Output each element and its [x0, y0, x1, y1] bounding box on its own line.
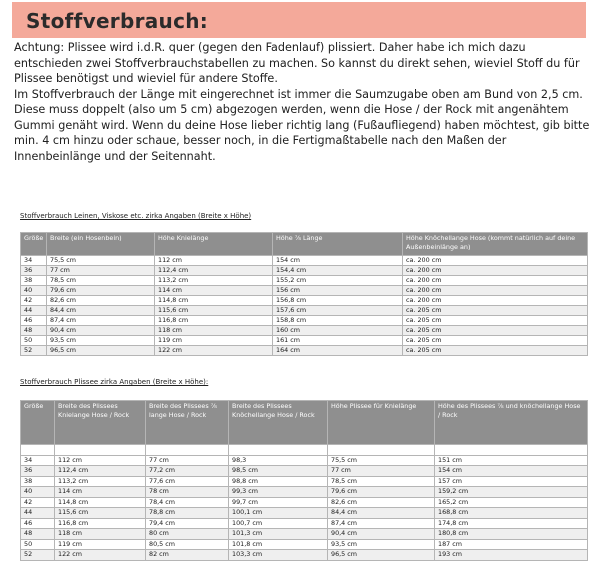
page-title: Stoffverbrauch: — [26, 9, 209, 33]
table-cell: 90,4 cm — [328, 529, 435, 540]
table-row — [21, 497, 588, 508]
table-cell: 77,2 cm — [146, 466, 229, 477]
table1-header-row — [21, 233, 588, 256]
table-spacer-row — [21, 445, 588, 456]
table-row — [21, 266, 588, 276]
table2-caption: Stoffverbrauch Plissee zirka Angaben (Breite x Höhe): — [20, 378, 209, 386]
table-cell: 77,6 cm — [146, 476, 229, 487]
table1-caption: Stoffverbrauch Leinen, Viskose etc. zirka Angaben (Breite x Höhe) — [20, 212, 252, 220]
intro-text — [14, 40, 590, 164]
spacer-cell — [55, 445, 146, 456]
table2-header-width-knee: Breite des Plissees Knielange Hose / Rock — [55, 401, 146, 445]
table-cell: 52 — [21, 346, 47, 356]
table1-header-knee: Höhe Knielänge — [155, 233, 273, 256]
table-cell: 38 — [21, 476, 55, 487]
table-cell: 119 cm — [155, 336, 273, 346]
table-cell: 180,8 cm — [435, 529, 588, 540]
spacer-cell — [229, 445, 328, 456]
table-cell: 119 cm — [55, 539, 146, 550]
table-cell: 78,5 cm — [328, 476, 435, 487]
table-row — [21, 256, 588, 266]
table-cell: 98,8 cm — [229, 476, 328, 487]
table-cell: 77 cm — [146, 455, 229, 466]
table1-header-ankle: Höhe Knöchellange Hose (kommt natürlich auf deine Außenbeinlänge an) — [403, 233, 588, 256]
table-cell: 113,2 cm — [155, 276, 273, 286]
table-cell: 75,5 cm — [47, 256, 155, 266]
table-cell: ca. 205 cm — [403, 306, 588, 316]
spacer-cell — [146, 445, 229, 456]
table-cell: 187 cm — [435, 539, 588, 550]
table2-header-width-seven-eighths: Breite des Plissees ⅞ lange Hose / Rock — [146, 401, 229, 445]
table-cell: 159,2 cm — [435, 487, 588, 498]
table-cell: 36 — [21, 266, 47, 276]
table-cell: 101,3 cm — [229, 529, 328, 540]
table1-body — [21, 256, 588, 356]
table-cell: 93,5 cm — [328, 539, 435, 550]
table-cell: 174,8 cm — [435, 518, 588, 529]
table-cell: 193 cm — [435, 550, 588, 561]
table-cell: 165,2 cm — [435, 497, 588, 508]
table-cell: 50 — [21, 336, 47, 346]
spacer-cell — [21, 445, 55, 456]
table-cell: 122 cm — [155, 346, 273, 356]
table-cell: 46 — [21, 518, 55, 529]
fabric-table-linen — [20, 232, 588, 356]
table-cell: 84,4 cm — [328, 508, 435, 519]
table-cell: 115,6 cm — [155, 306, 273, 316]
table-cell: 82 cm — [146, 550, 229, 561]
table-cell: 151 cm — [435, 455, 588, 466]
table-cell: ca. 205 cm — [403, 316, 588, 326]
table-cell: 114 cm — [155, 286, 273, 296]
table-cell: 99,7 cm — [229, 497, 328, 508]
table-cell: 99,3 cm — [229, 487, 328, 498]
table-cell: ca. 205 cm — [403, 346, 588, 356]
table-row — [21, 346, 588, 356]
table-cell: 160 cm — [273, 326, 403, 336]
table-cell: 42 — [21, 497, 55, 508]
table2-header-row — [21, 401, 588, 445]
table-cell: 157,6 cm — [273, 306, 403, 316]
table-cell: 118 cm — [155, 326, 273, 336]
table-cell: 96,5 cm — [328, 550, 435, 561]
table-cell: 34 — [21, 256, 47, 266]
table-cell: ca. 205 cm — [403, 336, 588, 346]
table-cell: 78,8 cm — [146, 508, 229, 519]
table-row — [21, 476, 588, 487]
table-cell: 93,5 cm — [47, 336, 155, 346]
table-row — [21, 529, 588, 540]
table-cell: ca. 200 cm — [403, 286, 588, 296]
table-cell: 75,5 cm — [328, 455, 435, 466]
table-cell: 80,5 cm — [146, 539, 229, 550]
table1-header-width: Breite (ein Hosenbein) — [47, 233, 155, 256]
table-row — [21, 518, 588, 529]
table2-header-size: Größe — [21, 401, 55, 445]
table-cell: 84,4 cm — [47, 306, 155, 316]
table-row — [21, 466, 588, 477]
table-row — [21, 455, 588, 466]
table-row — [21, 316, 588, 326]
table-cell: 77 cm — [47, 266, 155, 276]
table-cell: 158,8 cm — [273, 316, 403, 326]
table-cell: 78 cm — [146, 487, 229, 498]
table-cell: 78,5 cm — [47, 276, 155, 286]
table-row — [21, 539, 588, 550]
table-cell: 154,4 cm — [273, 266, 403, 276]
table-cell: 154 cm — [273, 256, 403, 266]
table2-header-height-knee: Höhe Plissee für Knielänge — [328, 401, 435, 445]
table-cell: 122 cm — [55, 550, 146, 561]
table-cell: 42 — [21, 296, 47, 306]
table2-body — [21, 445, 588, 561]
table-cell: 112 cm — [55, 455, 146, 466]
table-cell: 156 cm — [273, 286, 403, 296]
table-cell: 40 — [21, 286, 47, 296]
table-row — [21, 487, 588, 498]
table-cell: 101,8 cm — [229, 539, 328, 550]
table-cell: 113,2 cm — [55, 476, 146, 487]
table-cell: 50 — [21, 539, 55, 550]
table-row — [21, 306, 588, 316]
table-row — [21, 276, 588, 286]
table-cell: 114 cm — [55, 487, 146, 498]
table-cell: 40 — [21, 487, 55, 498]
table-cell: 44 — [21, 306, 47, 316]
table-cell: 164 cm — [273, 346, 403, 356]
table-cell: 114,8 cm — [155, 296, 273, 306]
table-cell: 112,4 cm — [155, 266, 273, 276]
table-cell: ca. 200 cm — [403, 256, 588, 266]
table-cell: 38 — [21, 276, 47, 286]
table-cell: 114,8 cm — [55, 497, 146, 508]
table-cell: 168,8 cm — [435, 508, 588, 519]
table-cell: 77 cm — [328, 466, 435, 477]
table-cell: 103,3 cm — [229, 550, 328, 561]
table-cell: 82,6 cm — [47, 296, 155, 306]
table-cell: 116,8 cm — [155, 316, 273, 326]
table-cell: 44 — [21, 508, 55, 519]
table-cell: 155,2 cm — [273, 276, 403, 286]
table-cell: ca. 200 cm — [403, 296, 588, 306]
table-cell: 36 — [21, 466, 55, 477]
table-cell: 112 cm — [155, 256, 273, 266]
table-cell: 48 — [21, 326, 47, 336]
table-cell: 79,6 cm — [47, 286, 155, 296]
table-cell: 115,6 cm — [55, 508, 146, 519]
table2-header-width-ankle: Breite des Plissees Knöchellange Hose / Rock — [229, 401, 328, 445]
table-cell: 116,8 cm — [55, 518, 146, 529]
table-cell: 100,7 cm — [229, 518, 328, 529]
table-cell: 96,5 cm — [47, 346, 155, 356]
intro-paragraph-1: Achtung: Plissee wird i.d.R. quer (gegen den Fadenlauf) plissiert. Daher habe ich mich dazu entschieden zwei Stoffverbrauchstabellen zu machen. So kannst du direkt sehen, wieviel Stoff du für Plissee benötigst und wieviel für andere Stoffe. — [14, 41, 580, 85]
table-cell: 112,4 cm — [55, 466, 146, 477]
table-cell: 154 cm — [435, 466, 588, 477]
table-cell: 87,4 cm — [47, 316, 155, 326]
table-row — [21, 550, 588, 561]
table-cell: 80 cm — [146, 529, 229, 540]
table-row — [21, 336, 588, 346]
table-cell: 87,4 cm — [328, 518, 435, 529]
table-cell: 79,6 cm — [328, 487, 435, 498]
table-row — [21, 326, 588, 336]
table1-header-seven-eighths: Höhe ⅞ Länge — [273, 233, 403, 256]
table-cell: 98,5 cm — [229, 466, 328, 477]
table-cell: 34 — [21, 455, 55, 466]
table-cell: 118 cm — [55, 529, 146, 540]
table-cell: ca. 200 cm — [403, 276, 588, 286]
spacer-cell — [435, 445, 588, 456]
table-cell: 79,4 cm — [146, 518, 229, 529]
table-row — [21, 296, 588, 306]
table-cell: ca. 200 cm — [403, 266, 588, 276]
table-cell: 90,4 cm — [47, 326, 155, 336]
table-cell: 98,3 — [229, 455, 328, 466]
table-cell: 52 — [21, 550, 55, 561]
spacer-cell — [328, 445, 435, 456]
table-cell: 100,1 cm — [229, 508, 328, 519]
table-cell: 156,8 cm — [273, 296, 403, 306]
table-row — [21, 508, 588, 519]
table-cell: 78,4 cm — [146, 497, 229, 508]
table-cell: ca. 205 cm — [403, 326, 588, 336]
table-cell: 46 — [21, 316, 47, 326]
intro-paragraph-2: Im Stoffverbrauch der Länge mit eingerechnet ist immer die Saumzugabe oben am Bund von 2,5 cm. Diese muss doppelt (also um 5 cm) abgezogen werden, wenn die Hose / der Rock mit angenähtem Gummi genäht wird. Wenn du deine Hose lieber richtig lang (Fußaufliegend) haben möchtest, gib bitte min. 4 cm hinzu oder schaue, besser noch, in die Fertigmaßtabelle nach den Maßen der Innenbeinlänge und der Seitennaht. — [14, 87, 590, 163]
table2-header-height-long: Höhe des Plissees ⅞ und knöchellange Hose / Rock — [435, 401, 588, 445]
table-row — [21, 286, 588, 296]
table-cell: 157 cm — [435, 476, 588, 487]
table-cell: 161 cm — [273, 336, 403, 346]
title-banner — [12, 2, 586, 38]
table-cell: 48 — [21, 529, 55, 540]
fabric-table-pleated — [20, 400, 588, 561]
table1-header-size: Größe — [21, 233, 47, 256]
table-cell: 82,6 cm — [328, 497, 435, 508]
